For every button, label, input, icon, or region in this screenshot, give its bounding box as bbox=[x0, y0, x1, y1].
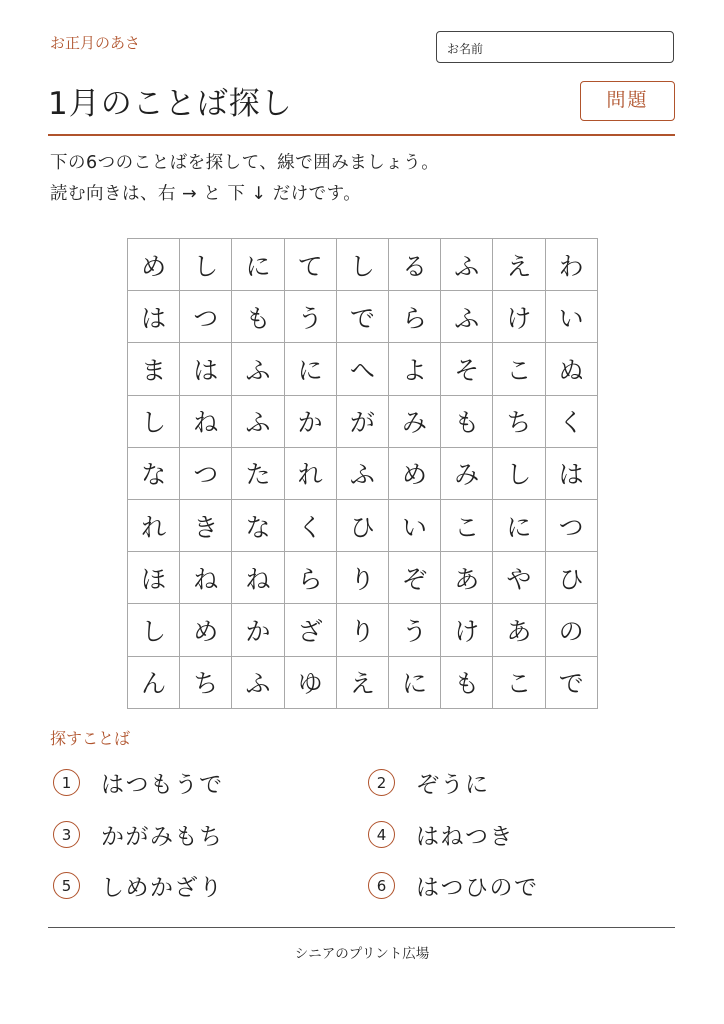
grid-cell[interactable]: て bbox=[285, 239, 337, 291]
grid-cell[interactable]: ざ bbox=[285, 604, 337, 656]
grid-cell[interactable]: つ bbox=[180, 448, 232, 500]
word-number-badge: 4 bbox=[368, 821, 395, 848]
grid-cell[interactable]: ゆ bbox=[285, 657, 337, 709]
word-item-2 bbox=[368, 766, 490, 799]
footer-credit: シニアのプリント広場 bbox=[294, 946, 430, 962]
grid-cell[interactable]: の bbox=[546, 604, 598, 656]
grid-cell[interactable]: よ bbox=[389, 343, 441, 395]
grid-cell[interactable]: め bbox=[128, 239, 180, 291]
grid-cell[interactable]: ぞ bbox=[389, 552, 441, 604]
grid-cell[interactable]: あ bbox=[441, 552, 493, 604]
grid-cell[interactable]: あ bbox=[493, 604, 545, 656]
grid-cell[interactable]: ふ bbox=[232, 657, 284, 709]
grid-cell[interactable]: り bbox=[337, 552, 389, 604]
grid-cell[interactable]: け bbox=[493, 291, 545, 343]
grid-cell[interactable]: い bbox=[389, 500, 441, 552]
grid-cell[interactable]: ふ bbox=[441, 239, 493, 291]
grid-cell[interactable]: ら bbox=[285, 552, 337, 604]
grid-cell[interactable]: な bbox=[128, 448, 180, 500]
grid-cell[interactable]: は bbox=[128, 291, 180, 343]
grid-cell[interactable]: ふ bbox=[232, 343, 284, 395]
word-text: はつもうで bbox=[101, 772, 224, 798]
grid-cell[interactable]: く bbox=[285, 500, 337, 552]
grid-cell[interactable]: う bbox=[389, 604, 441, 656]
grid-cell[interactable]: り bbox=[337, 604, 389, 656]
grid-cell[interactable]: る bbox=[389, 239, 441, 291]
grid-cell[interactable]: し bbox=[493, 448, 545, 500]
name-field-label: お名前 bbox=[447, 42, 484, 56]
grid-cell[interactable]: へ bbox=[337, 343, 389, 395]
header-divider bbox=[48, 134, 675, 136]
grid-cell[interactable]: つ bbox=[180, 291, 232, 343]
word-number-badge: 3 bbox=[53, 821, 80, 848]
grid-cell[interactable]: し bbox=[128, 396, 180, 448]
grid-cell[interactable]: が bbox=[337, 396, 389, 448]
grid-cell[interactable]: ち bbox=[180, 657, 232, 709]
word-number-badge: 6 bbox=[368, 872, 395, 899]
category-label: お正月のあさ bbox=[50, 34, 141, 52]
instruction-line-2: 読む向きは、右 → と 下 ↓ だけです。 bbox=[50, 184, 362, 204]
page-title: 1月のことば探し bbox=[48, 86, 293, 122]
word-item-4 bbox=[368, 818, 514, 851]
grid-cell[interactable]: え bbox=[337, 657, 389, 709]
grid-cell[interactable]: え bbox=[493, 239, 545, 291]
grid-cell[interactable]: ん bbox=[128, 657, 180, 709]
grid-cell[interactable]: に bbox=[232, 239, 284, 291]
grid-cell[interactable]: こ bbox=[493, 657, 545, 709]
word-item-3 bbox=[53, 818, 224, 851]
grid-cell[interactable]: ふ bbox=[232, 396, 284, 448]
word-number-badge: 1 bbox=[53, 769, 80, 796]
grid-cell[interactable]: ま bbox=[128, 343, 180, 395]
grid-cell[interactable]: は bbox=[180, 343, 232, 395]
word-text: はねつき bbox=[416, 824, 514, 850]
word-item-6 bbox=[368, 869, 539, 902]
grid-cell[interactable]: う bbox=[285, 291, 337, 343]
grid-cell[interactable]: み bbox=[389, 396, 441, 448]
grid-cell[interactable]: も bbox=[232, 291, 284, 343]
grid-cell[interactable]: し bbox=[180, 239, 232, 291]
question-badge: 問題 bbox=[580, 81, 675, 121]
grid-cell[interactable]: ほ bbox=[128, 552, 180, 604]
grid-cell[interactable]: れ bbox=[285, 448, 337, 500]
grid-cell[interactable]: か bbox=[285, 396, 337, 448]
grid-cell[interactable]: き bbox=[180, 500, 232, 552]
word-item-1 bbox=[53, 766, 224, 799]
grid-cell[interactable]: み bbox=[441, 448, 493, 500]
grid-cell[interactable]: ひ bbox=[337, 500, 389, 552]
grid-cell[interactable]: ぬ bbox=[546, 343, 598, 395]
words-heading: 探すことば bbox=[50, 729, 131, 748]
grid-cell[interactable]: し bbox=[337, 239, 389, 291]
grid-cell[interactable]: も bbox=[441, 657, 493, 709]
grid-cell[interactable]: た bbox=[232, 448, 284, 500]
grid-cell[interactable]: で bbox=[546, 657, 598, 709]
grid-cell[interactable]: れ bbox=[128, 500, 180, 552]
word-text: かがみもち bbox=[101, 824, 224, 850]
footer-divider bbox=[48, 927, 675, 928]
grid-cell[interactable]: そ bbox=[441, 343, 493, 395]
grid-cell[interactable]: ら bbox=[389, 291, 441, 343]
grid-cell[interactable]: か bbox=[232, 604, 284, 656]
instruction-line-1: 下の6つのことばを探して、線で囲みましょう。 bbox=[50, 153, 440, 173]
word-search-grid bbox=[127, 238, 598, 709]
grid-cell[interactable]: い bbox=[546, 291, 598, 343]
word-item-5 bbox=[53, 869, 224, 902]
grid-cell[interactable]: ね bbox=[180, 552, 232, 604]
grid-cell[interactable]: な bbox=[232, 500, 284, 552]
grid-cell[interactable]: こ bbox=[493, 343, 545, 395]
name-field[interactable] bbox=[436, 31, 674, 63]
grid-cell[interactable]: に bbox=[389, 657, 441, 709]
word-text: しめかざり bbox=[101, 875, 224, 901]
grid-cell[interactable]: く bbox=[546, 396, 598, 448]
grid-cell[interactable]: は bbox=[546, 448, 598, 500]
grid-cell[interactable]: や bbox=[493, 552, 545, 604]
grid-cell[interactable]: も bbox=[441, 396, 493, 448]
word-text: はつひので bbox=[416, 875, 539, 901]
grid-cell[interactable]: ね bbox=[232, 552, 284, 604]
grid-cell[interactable]: け bbox=[441, 604, 493, 656]
grid-cell[interactable]: ふ bbox=[337, 448, 389, 500]
word-text: ぞうに bbox=[416, 772, 490, 798]
grid-cell[interactable]: に bbox=[285, 343, 337, 395]
grid-cell[interactable]: で bbox=[337, 291, 389, 343]
grid-cell[interactable]: ひ bbox=[546, 552, 598, 604]
grid-cell[interactable]: し bbox=[128, 604, 180, 656]
grid-cell[interactable]: に bbox=[493, 500, 545, 552]
grid-cell[interactable]: ね bbox=[180, 396, 232, 448]
grid-cell[interactable]: め bbox=[180, 604, 232, 656]
grid-cell[interactable]: こ bbox=[441, 500, 493, 552]
word-number-badge: 5 bbox=[53, 872, 80, 899]
grid-cell[interactable]: め bbox=[389, 448, 441, 500]
grid-cell[interactable]: ふ bbox=[441, 291, 493, 343]
grid-cell[interactable]: つ bbox=[546, 500, 598, 552]
grid-cell[interactable]: ち bbox=[493, 396, 545, 448]
grid-cell[interactable]: わ bbox=[546, 239, 598, 291]
word-number-badge: 2 bbox=[368, 769, 395, 796]
